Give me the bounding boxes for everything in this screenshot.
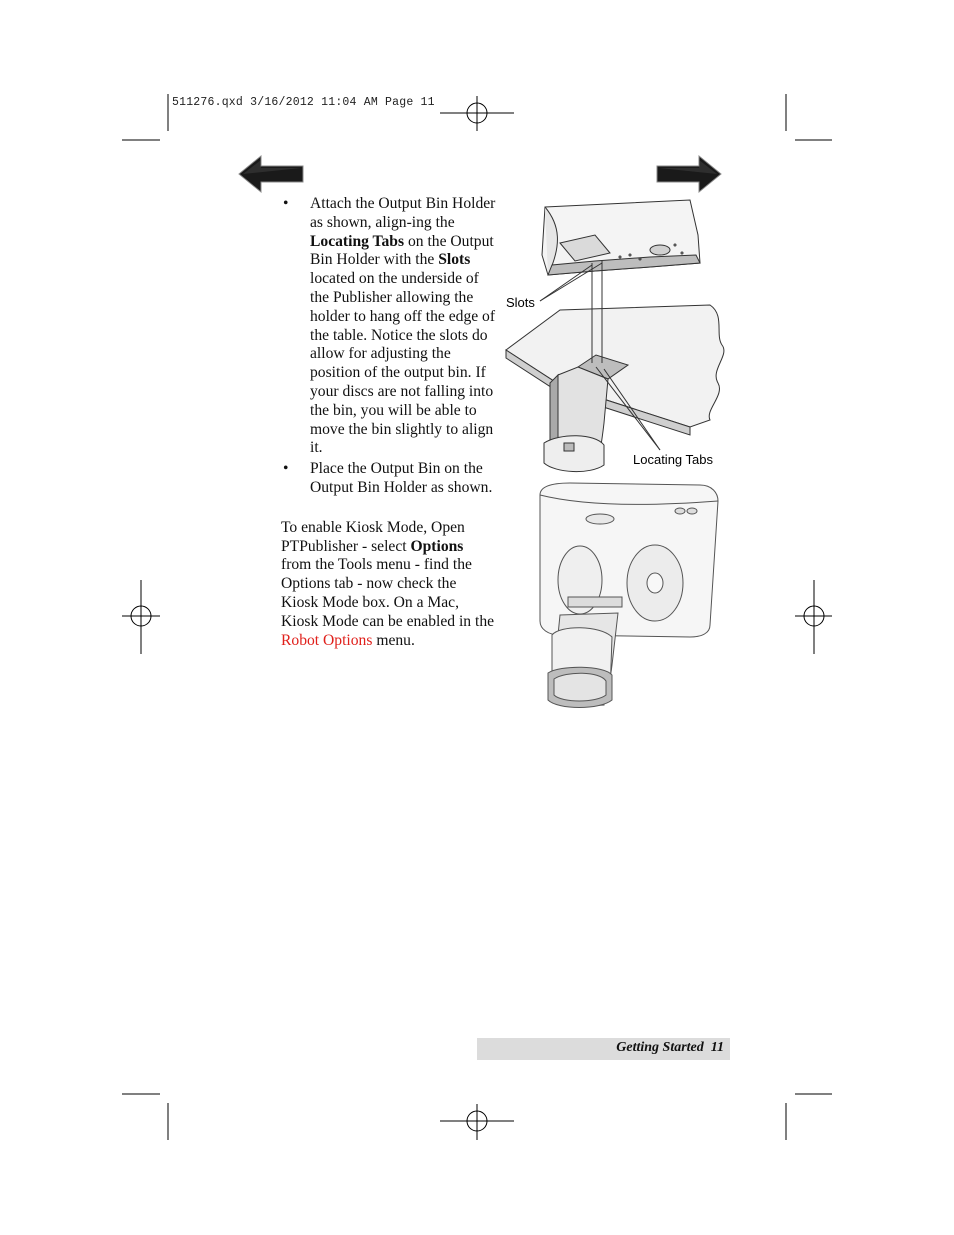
- robot-options-link[interactable]: Robot Options: [281, 631, 373, 649]
- list-item: • Place the Output Bin on the Output Bin Holder as shown.: [283, 460, 493, 496]
- arrow-left-icon: [239, 156, 303, 192]
- publisher-underside-drawing: [542, 200, 700, 275]
- slots-term: Slots: [438, 251, 471, 269]
- list-item: • Attach the Output Bin Holder as shown, align-ing the Locating Tabs on the Output Bin Holder with the Slots located on the underside of the Publisher allowing the holder to hang off the edge of the table. Notice the slots do allow for adjusting the position of the output bin. If your discs are not falling into the bin, you will be able to move the bin slightly to align it.: [283, 195, 496, 457]
- slots-label: Slots: [506, 295, 535, 310]
- output-bin-illustration: [500, 195, 730, 715]
- instruction-list: [281, 195, 497, 498]
- options-term: Options: [410, 537, 464, 555]
- footer-page-number: 11: [710, 1040, 724, 1055]
- footer-section-title: Getting Started: [616, 1040, 704, 1055]
- locating-tabs-term: Locating Tabs: [310, 232, 405, 250]
- print-slug: 511276.qxd 3/16/2012 11:04 AM Page 11: [172, 96, 435, 109]
- publisher-with-bin-drawing: [540, 483, 718, 708]
- bullet-marker: •: [283, 460, 289, 478]
- bullet-marker: •: [283, 195, 289, 212]
- footer-label: [616, 1040, 724, 1056]
- instruction-column: [281, 195, 497, 650]
- back-arrow-button[interactable]: [237, 154, 305, 194]
- forward-arrow-button[interactable]: [655, 154, 723, 194]
- arrow-right-icon: [657, 156, 721, 192]
- page-footer: [477, 1038, 730, 1060]
- kiosk-paragraph: To enable Kiosk Mode, Open PTPublisher - select Options from the Tools menu - find the Options tab - now check the Kiosk Mode box. On a Mac, Kiosk Mode can be enabled in the Robot Options menu.: [281, 518, 495, 649]
- locating-tabs-label: Locating Tabs: [633, 452, 713, 467]
